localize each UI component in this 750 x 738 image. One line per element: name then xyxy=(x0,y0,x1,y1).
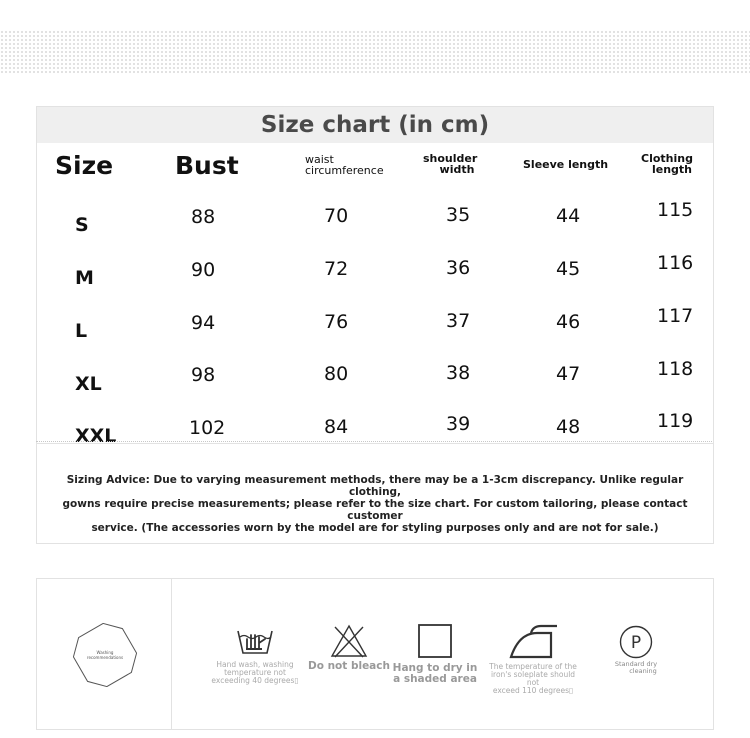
dry-clean-line2: cleaning xyxy=(629,667,657,675)
sizing-advice-line1: Sizing Advice: Due to varying measurement methods, there may be a 1-3cm discrepancy. Unlike regular clothing, xyxy=(66,474,684,498)
sizing-advice-box xyxy=(36,443,714,544)
row-m-sleeve: 45 xyxy=(556,258,581,280)
header-sleeve: Sleeve length xyxy=(523,158,609,171)
row-xl-sleeve: 47 xyxy=(556,363,581,385)
iron-line2: iron's soleplate should not xyxy=(490,670,576,687)
iron-line3: exceed 110 degrees▯ xyxy=(492,686,574,695)
header-waist-line2: circumference xyxy=(305,164,384,177)
hand-wash-icon xyxy=(235,623,275,657)
hand-wash-line3: exceeding 40 degrees▯ xyxy=(211,676,299,685)
row-s-size: S xyxy=(75,214,89,236)
row-xl-length: 118 xyxy=(657,358,694,380)
header-clothing xyxy=(641,153,693,175)
row-s-waist: 70 xyxy=(324,205,349,227)
row-l-waist: 76 xyxy=(324,311,349,333)
hand-wash-label xyxy=(209,661,301,685)
header-bust: Bust xyxy=(175,151,239,180)
no-bleach-icon xyxy=(329,623,369,659)
shade-dry-icon xyxy=(417,623,453,659)
care-item-dry-clean xyxy=(593,625,679,675)
row-s-sleeve: 44 xyxy=(556,205,581,227)
row-s-shoulder: 35 xyxy=(446,204,471,226)
iron-icon xyxy=(507,623,559,661)
dotted-pattern-band xyxy=(0,30,750,74)
shade-dry-line1: Hang to dry in xyxy=(392,662,478,674)
row-l-size: L xyxy=(75,320,88,342)
dry-clean-line1: Standard dry xyxy=(614,660,658,668)
row-xxl-length: 119 xyxy=(657,410,694,432)
washing-badge xyxy=(73,623,137,687)
row-m-bust: 90 xyxy=(191,259,216,281)
care-instructions-box xyxy=(36,578,714,730)
sizing-advice-text xyxy=(37,474,713,534)
washing-badge-line1: Washing xyxy=(96,650,114,655)
row-xl-bust: 98 xyxy=(191,364,216,386)
hand-wash-line1: Hand wash, washing xyxy=(216,660,294,669)
row-s-length: 115 xyxy=(657,199,694,221)
row-xl-waist: 80 xyxy=(324,363,349,385)
dry-clean-label xyxy=(593,661,679,675)
row-xl-size: XL xyxy=(75,373,102,395)
shade-dry-line2: a shaded area xyxy=(393,673,477,685)
row-xxl-size: XXL xyxy=(75,425,117,447)
dry-clean-icon xyxy=(618,625,654,659)
row-xxl-bust: 102 xyxy=(189,417,226,439)
row-m-shoulder: 36 xyxy=(446,257,471,279)
no-bleach-line1: Do not bleach xyxy=(308,660,390,672)
row-xxl-waist: 84 xyxy=(324,416,349,438)
hand-wash-line2: temperature not xyxy=(224,668,286,677)
header-waist xyxy=(305,154,384,176)
row-xl-shoulder: 38 xyxy=(446,362,471,384)
row-xxl-shoulder: 39 xyxy=(446,413,471,435)
row-xxl-sleeve: 48 xyxy=(556,416,581,438)
row-l-length: 117 xyxy=(657,305,694,327)
header-shoulder xyxy=(423,153,477,175)
dry-clean-symbol: P xyxy=(630,633,642,653)
table-dotted-divider xyxy=(36,441,712,442)
shade-dry-label xyxy=(389,663,481,685)
size-chart-title: Size chart (in cm) xyxy=(37,107,713,143)
row-s-bust: 88 xyxy=(191,206,216,228)
header-size: Size xyxy=(55,151,114,180)
header-waist-line1: waist xyxy=(305,153,334,166)
header-shoulder-line2: width xyxy=(439,163,475,176)
no-bleach-label xyxy=(303,661,395,672)
care-item-hand-wash xyxy=(209,623,301,685)
row-m-waist: 72 xyxy=(324,258,349,280)
care-item-shade-dry xyxy=(389,623,481,685)
row-l-shoulder: 37 xyxy=(446,310,471,332)
care-item-iron xyxy=(487,623,579,695)
care-divider xyxy=(171,579,172,729)
row-l-sleeve: 46 xyxy=(556,311,581,333)
row-l-bust: 94 xyxy=(191,312,216,334)
row-m-size: M xyxy=(75,267,94,289)
iron-label xyxy=(487,663,579,695)
size-chart-table xyxy=(36,106,714,447)
iron-line1: The temperature of the xyxy=(489,662,577,671)
row-m-length: 116 xyxy=(657,252,694,274)
washing-badge-line2: recommendations xyxy=(86,655,124,660)
sizing-advice-line2: gowns require precise measurements; please refer to the size chart. For custom tailoring, please contact customer xyxy=(62,498,688,522)
header-clothing-line1: Clothing xyxy=(641,152,693,165)
washing-badge-text xyxy=(73,650,137,660)
care-item-no-bleach xyxy=(303,623,395,672)
header-clothing-line2: length xyxy=(651,163,693,176)
sizing-advice-line3: service. (The accessories worn by the model are for styling purposes only and are not for sale.) xyxy=(91,522,659,534)
header-shoulder-line1: shoulder xyxy=(423,152,478,165)
